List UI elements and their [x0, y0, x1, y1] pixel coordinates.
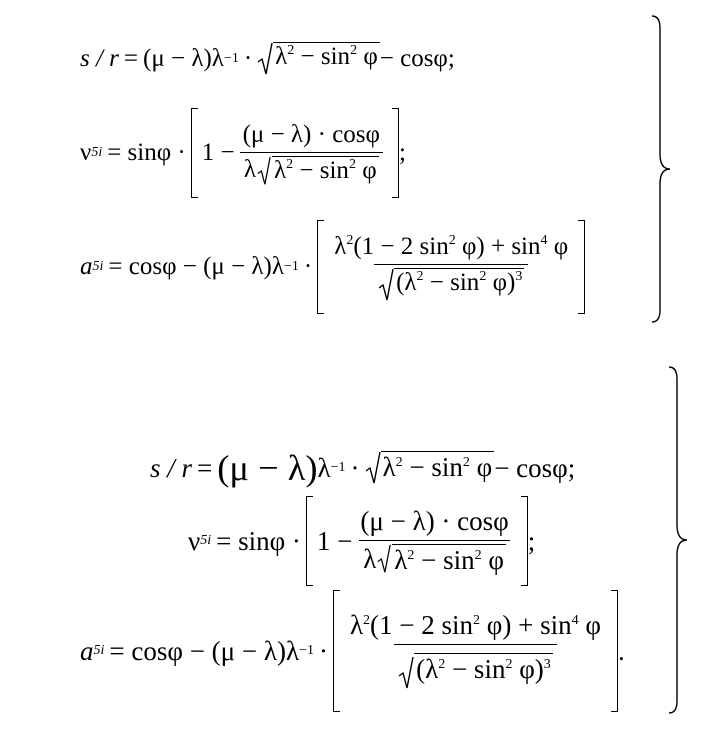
- bracket-group: [333, 590, 618, 712]
- numerator: (μ − λ) · cosφ: [242, 120, 380, 148]
- bracket-group: [306, 496, 528, 586]
- exponent: 2: [350, 43, 358, 58]
- equals: =: [123, 45, 139, 72]
- exponent: 4: [540, 232, 548, 248]
- lambda: λ: [211, 45, 224, 72]
- exponent: 2: [505, 656, 513, 672]
- exponent: 2: [416, 268, 424, 284]
- left-bracket: [191, 108, 198, 198]
- radicand-phi: φ: [469, 452, 493, 483]
- numerator-phi: φ: [547, 232, 569, 260]
- exponent: 2: [407, 548, 415, 563]
- bracket-group: [317, 220, 585, 314]
- radicand: [394, 268, 524, 302]
- tail: ;: [527, 525, 536, 556]
- equation-nu: ν 5i = sinφ · 1 − (μ − λ) · cosφ λ $\lambda^2 - \sin^2 \varphi$ ;: [188, 496, 535, 586]
- radicand-sin: − sin: [423, 268, 480, 296]
- radicand: [392, 544, 506, 576]
- exponent: 2: [474, 548, 482, 563]
- exponent: 3: [515, 268, 523, 284]
- radical-sign-icon: [256, 156, 272, 186]
- one-minus: 1 −: [201, 139, 235, 166]
- radicand-phi: φ: [355, 156, 377, 184]
- brace-svg: [648, 14, 672, 324]
- denominator-lambda: λ: [243, 155, 257, 183]
- brace-svg: [665, 365, 689, 715]
- denominator: [359, 540, 510, 576]
- radicand-sin: − sin: [402, 452, 463, 483]
- exponent: 2: [395, 455, 403, 471]
- denominator: [374, 264, 528, 302]
- numerator-term: (1 − 2 sin: [353, 232, 449, 260]
- tail: − cosφ;: [494, 452, 576, 483]
- denominator: [240, 152, 383, 186]
- exponent: 2: [448, 232, 456, 248]
- right-bracket: [521, 496, 528, 586]
- lhs-nu: ν: [188, 525, 201, 556]
- lambda: λ: [271, 253, 284, 280]
- numerator-term: φ) + sin: [455, 232, 541, 260]
- fraction: [346, 610, 605, 693]
- radicand-phi: φ: [481, 545, 504, 575]
- equation-a: a 5i = cosφ − (μ − λ) λ −1 · $\frac{\lambda^2(1 - 2 \sin^2 \varphi) + \sin^4 \varphi}{(\lambda^2 - \sin^2 \varphi)^3}$ .: [80, 590, 625, 712]
- equation-a: a 5i = cosφ − (μ − λ) λ −1 · $\frac{\lambda^2(1 - 2 \sin^2 \varphi) + \sin^4 \varphi}{(\lambda^2 - \sin^2 \varphi)^3}$: [80, 220, 585, 314]
- dot: ·: [350, 452, 360, 483]
- right-brace-icon: [665, 365, 689, 715]
- rhs-start: = cosφ − (μ − λ): [108, 253, 272, 280]
- exponent: 4: [571, 612, 579, 628]
- tail: .: [617, 635, 625, 666]
- square-root: [257, 42, 380, 76]
- radical-sign-icon: [365, 451, 381, 485]
- exponent: 2: [346, 232, 354, 248]
- numerator-lambda: λ: [334, 232, 347, 260]
- left-bracket: [333, 590, 340, 712]
- radicand-phi: φ): [486, 268, 516, 296]
- equation-s-over-r: s / r = (μ − λ) λ −1 · $\lambda^2 - \sin^2 \varphi$ − cosφ;: [150, 448, 576, 488]
- right-bracket: [392, 108, 399, 198]
- numerator: [330, 233, 572, 264]
- radical-sign-icon: [398, 653, 414, 693]
- tail: ;: [398, 139, 406, 166]
- numerator: (μ − λ) · cosφ: [360, 506, 509, 536]
- radicand-lambda: (λ: [416, 653, 439, 684]
- lambda: λ: [285, 635, 300, 666]
- dot: ·: [243, 45, 253, 72]
- denominator-lambda: λ: [363, 544, 377, 574]
- equation-nu: ν 5i = sinφ · 1 − (μ − λ) · cosφ λ $\lambda^2 - \sin^2 \varphi$ ;: [80, 108, 406, 198]
- radicand-phi: φ: [357, 43, 378, 70]
- radical-sign-icon: [257, 42, 273, 76]
- equals: =: [197, 452, 213, 483]
- rhs-start: = cosφ − (μ − λ): [109, 635, 286, 666]
- exponent: 2: [287, 43, 295, 58]
- radicand-sin: − sin: [293, 156, 349, 184]
- left-bracket: [306, 496, 313, 586]
- radicand: [273, 42, 380, 76]
- fraction: [239, 121, 384, 186]
- exponent: 2: [479, 268, 487, 284]
- numerator-term: (1 − 2 sin: [370, 609, 474, 640]
- exponent: 2: [462, 455, 470, 471]
- numerator-term: φ) + sin: [480, 609, 572, 640]
- dot: ·: [318, 635, 328, 666]
- radicand: [272, 156, 379, 186]
- right-bracket: [611, 590, 618, 712]
- radicand-sin: − sin: [445, 653, 506, 684]
- numerator-lambda: λ: [349, 609, 364, 640]
- radicand-lambda: λ: [275, 43, 288, 70]
- numerator-phi: φ: [578, 609, 601, 640]
- lhs: s / r: [80, 45, 119, 72]
- radicand-lambda: λ: [274, 156, 287, 184]
- denominator: [394, 644, 557, 693]
- radicand-phi: φ): [512, 653, 544, 684]
- radicand-lambda: (λ: [396, 268, 417, 296]
- square-root: [365, 451, 495, 485]
- dot: ·: [303, 253, 313, 280]
- lambda: λ: [317, 452, 331, 483]
- exponent: 3: [543, 656, 551, 672]
- numerator: [346, 610, 605, 644]
- right-brace-icon: [648, 14, 672, 324]
- radicand: [381, 451, 495, 485]
- fraction: [330, 233, 572, 302]
- exponent: 2: [363, 612, 371, 628]
- paren-term: (μ − λ): [217, 448, 318, 488]
- square-root: [378, 268, 524, 302]
- exponent: 2: [473, 612, 481, 628]
- right-bracket: [578, 220, 585, 314]
- rhs-start: = sinφ ·: [107, 139, 186, 166]
- square-root: [398, 653, 553, 693]
- lhs-a: a: [80, 635, 94, 666]
- radicand-lambda: λ: [382, 452, 396, 483]
- one-minus: 1 −: [316, 525, 353, 556]
- fraction: [356, 506, 512, 576]
- radicand-lambda: λ: [394, 545, 408, 575]
- rhs-start: = sinφ ·: [216, 525, 301, 556]
- lhs: s / r: [150, 452, 193, 483]
- bracket-group: [191, 108, 399, 198]
- exponent: 2: [348, 156, 356, 172]
- paren-term: (μ − λ): [143, 45, 212, 72]
- tail: − cosφ;: [379, 45, 455, 72]
- lhs-a: a: [80, 253, 93, 280]
- radicand-sin: − sin: [294, 43, 351, 70]
- radical-sign-icon: [378, 268, 394, 302]
- square-root: [376, 544, 506, 576]
- equation-s-over-r: s / r = (μ − λ) λ −1 · $\lambda^2 - \sin^2 \varphi$ − cosφ;: [80, 42, 455, 76]
- square-root: [256, 156, 379, 186]
- exponent: 2: [438, 656, 446, 672]
- left-bracket: [317, 220, 324, 314]
- radicand-sin: − sin: [414, 545, 475, 575]
- radicand: [414, 653, 553, 693]
- lhs-nu: ν: [80, 139, 92, 166]
- radical-sign-icon: [376, 544, 392, 574]
- exponent: 2: [286, 156, 294, 172]
